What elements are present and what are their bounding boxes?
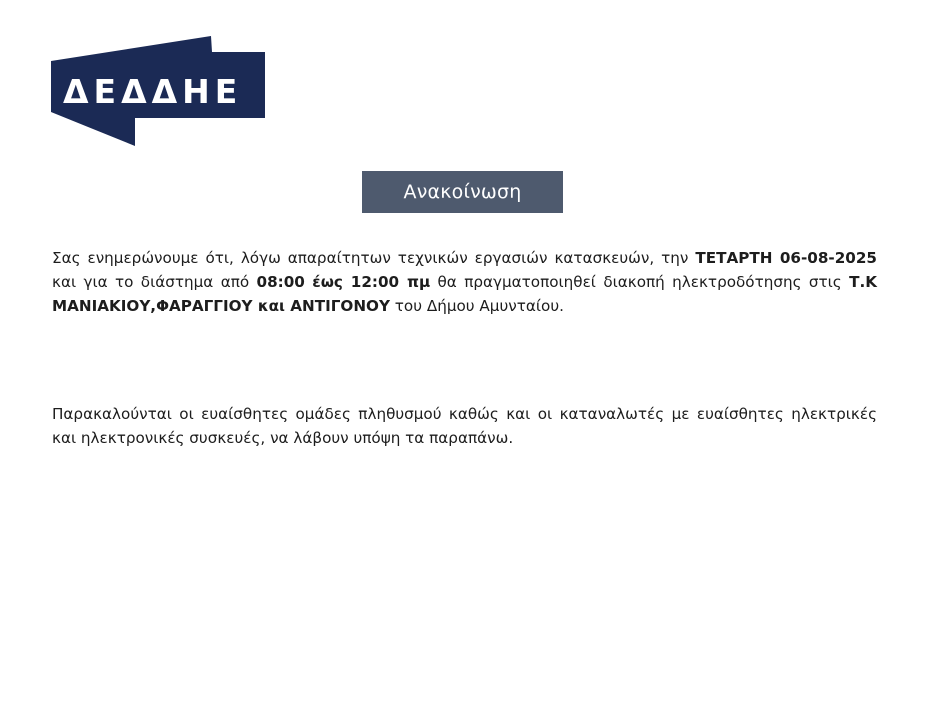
text-segment: του Δήμου Αμυνταίου. [389, 297, 564, 315]
outage-date: ΤΕΤΑΡΤΗ 06-08-2025 [695, 249, 877, 267]
text-segment: και για το διάστημα από [52, 273, 257, 291]
announcement-badge: Ανακοίνωση [362, 171, 563, 213]
outage-start-time: 08:00 [256, 273, 305, 291]
affected-areas: Τ.Κ ΜΑΝΙΑΚΙΟΥ,ΦΑΡΑΓΓΙΟΥ και ΑΝΤΙΓΟΝΟΥ [52, 273, 878, 315]
announcement-paragraph-outage [52, 246, 877, 318]
logo-text: ΔΕΔΔΗΕ [63, 72, 243, 111]
announcement-paragraph-advice: Παρακαλούνται οι ευαίσθητες ομάδες πληθυσμού καθώς και οι καταναλωτές με ευαίσθητες ηλεκτρικές και ηλεκτρονικές συσκευές, να λάβουν υπόψη τα παραπάνω. [52, 405, 877, 447]
outage-end-time: έως 12:00 πμ [312, 273, 431, 291]
company-logo [51, 36, 265, 146]
logo-graphic [51, 36, 265, 146]
text-segment: θα πραγματοποιηθεί διακοπή ηλεκτροδότησης στις [430, 273, 850, 291]
text-segment: Σας ενημερώνουμε ότι, λόγω απαραίτητων τεχνικών εργασιών κατασκευών, την [52, 249, 696, 267]
